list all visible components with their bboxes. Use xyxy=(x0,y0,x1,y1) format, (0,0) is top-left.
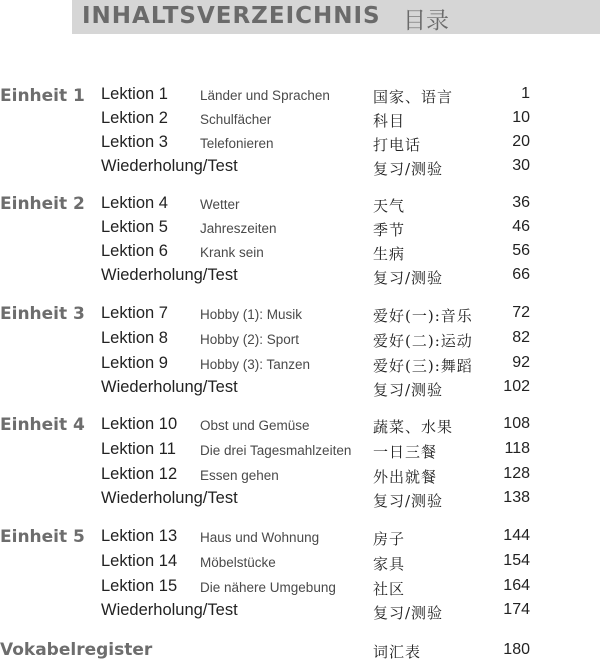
lesson-label: Lektion 8 xyxy=(101,329,168,347)
page-number: 118 xyxy=(504,440,530,457)
lesson-topic: Länder und Sprachen xyxy=(200,88,330,103)
lesson-topic-cn: 社区 xyxy=(373,580,406,598)
page-title: INHALTSVERZEICHNIS xyxy=(82,3,381,29)
lesson-label: Lektion 15 xyxy=(101,577,178,595)
review-label: Wiederholung/Test xyxy=(101,601,238,619)
lesson-topic-cn: 一日三餐 xyxy=(373,443,438,461)
lesson-label: Lektion 1 xyxy=(101,85,168,103)
page-number: 92 xyxy=(512,354,530,371)
page-number: 82 xyxy=(512,329,530,346)
page-number: 128 xyxy=(503,465,530,482)
page-number: 154 xyxy=(503,552,530,569)
review-label-cn: 复习/测验 xyxy=(373,604,444,622)
toc-row-review[interactable] xyxy=(0,157,600,181)
unit-label: Einheit 3 xyxy=(0,304,85,324)
toc-row[interactable] xyxy=(0,133,600,157)
lesson-topic-cn: 爱好(三):舞蹈 xyxy=(373,357,473,375)
page-number: 66 xyxy=(512,266,530,283)
toc-row-review[interactable] xyxy=(0,489,600,513)
lesson-topic: Die drei Tagesmahlzeiten xyxy=(200,443,352,458)
toc-row-review[interactable] xyxy=(0,266,600,290)
vocabulary-index-label[interactable]: Vokabelregister xyxy=(0,640,153,660)
toc-row[interactable] xyxy=(0,552,600,576)
page-number: 20 xyxy=(512,133,530,150)
page-number: 164 xyxy=(503,577,530,594)
lesson-topic-cn: 蔬菜、水果 xyxy=(373,418,454,436)
toc-row[interactable] xyxy=(0,194,600,218)
lesson-topic: Haus und Wohnung xyxy=(200,530,320,545)
lesson-topic: Die nähere Umgebung xyxy=(200,580,336,595)
page-title-cn: 目录 xyxy=(403,8,449,34)
unit-label: Einheit 1 xyxy=(0,86,85,106)
page-number: 72 xyxy=(512,304,530,321)
lesson-topic: Wetter xyxy=(200,197,240,212)
lesson-label: Lektion 2 xyxy=(101,109,168,127)
page-number: 180 xyxy=(503,641,530,658)
lesson-label: Lektion 7 xyxy=(101,304,168,322)
page-number: 174 xyxy=(503,601,530,618)
lesson-topic-cn: 外出就餐 xyxy=(373,468,438,486)
toc-row[interactable] xyxy=(0,415,600,439)
page-number: 46 xyxy=(512,218,530,235)
lesson-label: Lektion 9 xyxy=(101,354,168,372)
lesson-label: Lektion 4 xyxy=(101,194,168,212)
page-number: 56 xyxy=(512,242,530,259)
toc-row[interactable] xyxy=(0,329,600,353)
unit-label: Einheit 5 xyxy=(0,527,85,547)
lesson-label: Lektion 6 xyxy=(101,242,168,260)
toc-row[interactable] xyxy=(0,242,600,266)
lesson-label: Lektion 14 xyxy=(101,552,178,570)
review-label-cn: 复习/测验 xyxy=(373,160,444,178)
lesson-topic-cn: 天气 xyxy=(373,197,406,215)
page-number: 144 xyxy=(503,527,530,544)
lesson-topic: Jahreszeiten xyxy=(200,221,277,236)
toc-row[interactable] xyxy=(0,354,600,378)
page-number: 36 xyxy=(512,194,530,211)
toc-row[interactable] xyxy=(0,527,600,551)
toc-row[interactable] xyxy=(0,465,600,489)
page-number: 30 xyxy=(512,157,530,174)
toc-row[interactable] xyxy=(0,577,600,601)
lesson-topic: Essen gehen xyxy=(200,468,279,483)
lesson-topic-cn: 房子 xyxy=(373,530,406,548)
page-number: 10 xyxy=(512,109,530,126)
lesson-topic-cn: 科目 xyxy=(373,112,406,130)
lesson-topic-cn: 生病 xyxy=(373,245,406,263)
lesson-topic: Hobby (1): Musik xyxy=(200,307,303,322)
lesson-label: Lektion 3 xyxy=(101,133,168,151)
lesson-topic-cn: 爱好(二):运动 xyxy=(373,332,473,350)
page-number: 108 xyxy=(503,415,530,432)
lesson-topic: Hobby (3): Tanzen xyxy=(200,357,311,372)
review-label: Wiederholung/Test xyxy=(101,378,238,396)
toc-row[interactable] xyxy=(0,85,600,109)
review-label-cn: 复习/测验 xyxy=(373,492,444,510)
lesson-label: Lektion 10 xyxy=(101,415,178,433)
toc-row-review[interactable] xyxy=(0,378,600,402)
lesson-topic-cn: 家具 xyxy=(373,555,406,573)
toc-row[interactable] xyxy=(0,440,600,464)
lesson-label: Lektion 13 xyxy=(101,527,178,545)
lesson-label: Lektion 5 xyxy=(101,218,168,236)
review-label: Wiederholung/Test xyxy=(101,266,238,284)
review-label: Wiederholung/Test xyxy=(101,489,238,507)
page-number: 138 xyxy=(503,489,530,506)
toc-row[interactable] xyxy=(0,304,600,328)
lesson-topic: Obst und Gemüse xyxy=(200,418,310,433)
page-number: 102 xyxy=(503,378,530,395)
toc-row-review[interactable] xyxy=(0,601,600,625)
lesson-topic-cn: 国家、语言 xyxy=(373,88,454,106)
lesson-topic-cn: 季节 xyxy=(373,221,406,239)
toc-row[interactable] xyxy=(0,109,600,133)
toc-row[interactable] xyxy=(0,218,600,242)
vocabulary-index-label-cn: 词汇表 xyxy=(373,643,422,661)
review-label-cn: 复习/测验 xyxy=(373,269,444,287)
review-label-cn: 复习/测验 xyxy=(373,381,444,399)
lesson-label: Lektion 11 xyxy=(101,440,176,458)
lesson-topic: Hobby (2): Sport xyxy=(200,332,300,347)
lesson-topic: Schulfächer xyxy=(200,112,272,127)
unit-label: Einheit 2 xyxy=(0,194,85,214)
lesson-topic-cn: 打电话 xyxy=(373,136,422,154)
lesson-topic-cn: 爱好(一):音乐 xyxy=(373,307,473,325)
lesson-topic: Krank sein xyxy=(200,245,264,260)
page-number: 1 xyxy=(521,85,530,102)
unit-label: Einheit 4 xyxy=(0,415,85,435)
lesson-label: Lektion 12 xyxy=(101,465,178,483)
review-label: Wiederholung/Test xyxy=(101,157,238,175)
lesson-topic: Möbelstücke xyxy=(200,555,276,570)
lesson-topic: Telefonieren xyxy=(200,136,274,151)
